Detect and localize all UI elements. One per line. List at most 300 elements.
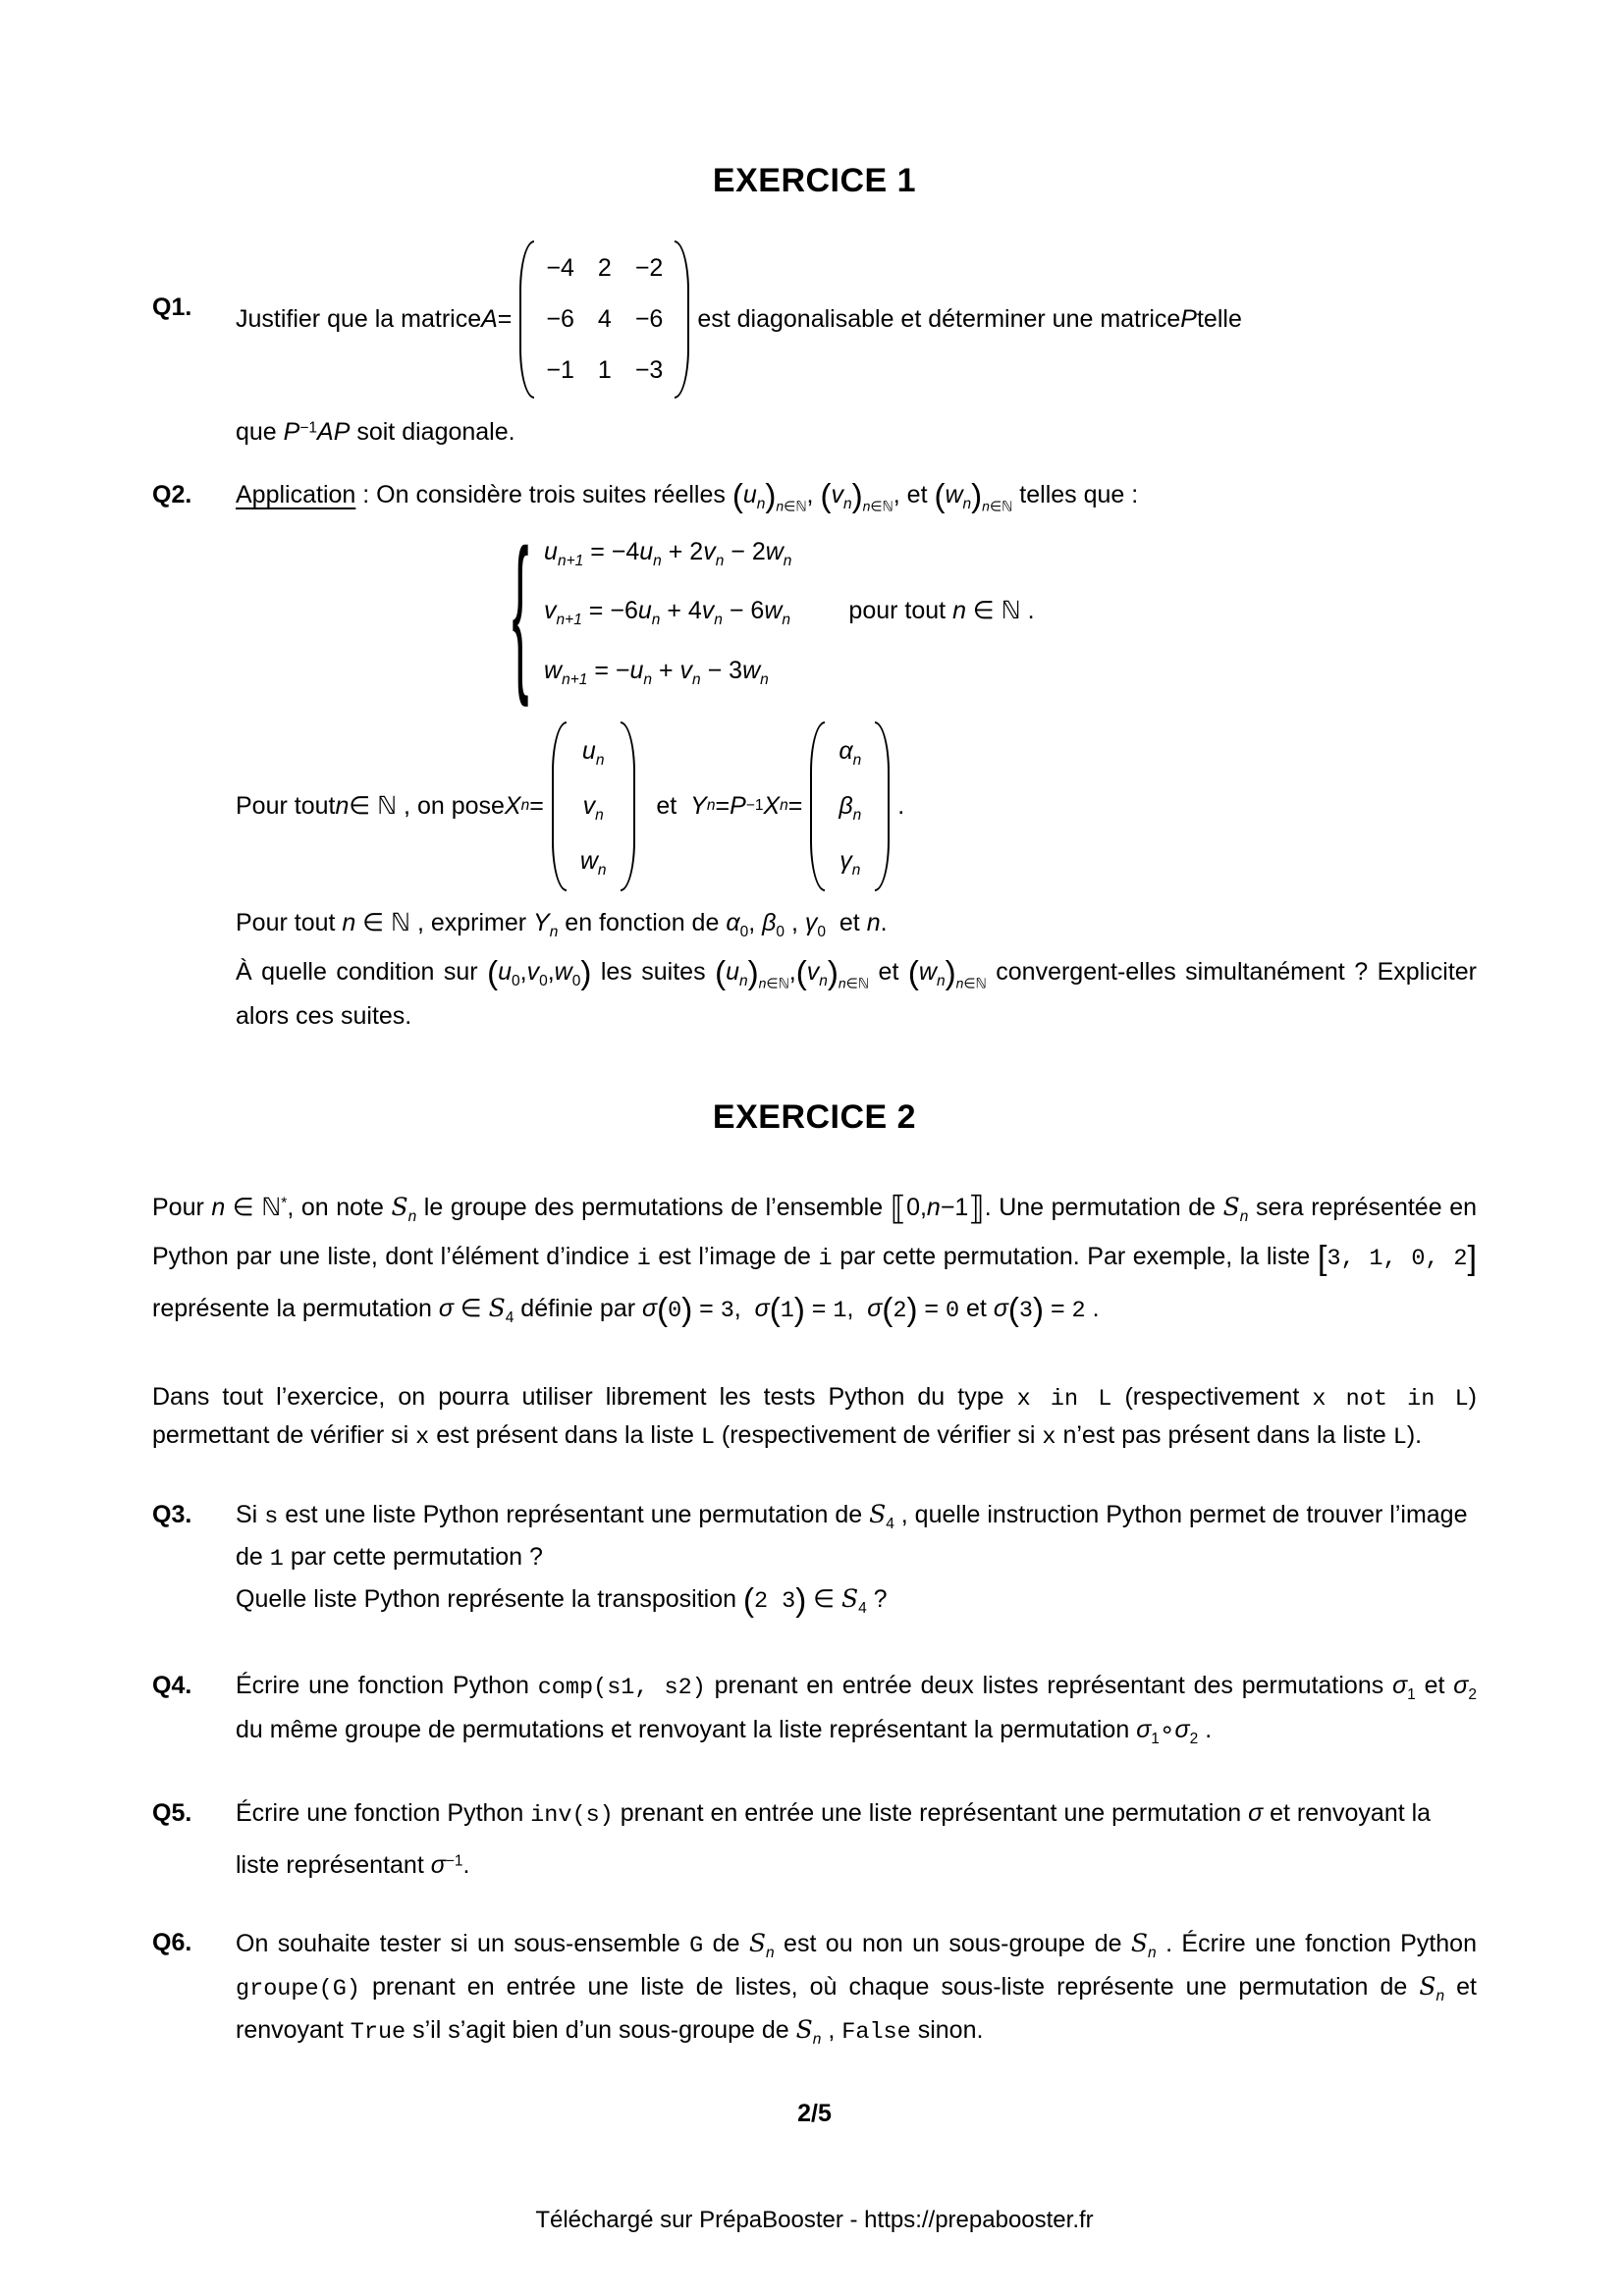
in-symbol: ∈ bbox=[225, 1193, 262, 1221]
bracket-right: ] bbox=[1467, 1239, 1478, 1277]
var-v: v bbox=[831, 480, 843, 508]
sub-1: 1 bbox=[1407, 1685, 1416, 1703]
value: 1 bbox=[833, 1297, 847, 1324]
lhs-var: v bbox=[544, 597, 557, 625]
sub-n-in-N: n∈ℕ bbox=[955, 975, 987, 991]
sub-4: 4 bbox=[886, 1515, 894, 1532]
q1-text-telle: telle bbox=[1196, 305, 1242, 334]
seq-un bbox=[715, 953, 789, 991]
sub-1: 1 bbox=[1151, 1730, 1160, 1747]
paren: ) bbox=[681, 1290, 693, 1327]
period: . bbox=[1198, 1715, 1213, 1743]
sub-n: n bbox=[653, 552, 662, 569]
sub-n: n bbox=[842, 495, 852, 512]
text: n’est pas présent dans la liste bbox=[1056, 1420, 1393, 1449]
code-groupe: groupe(G) bbox=[236, 1975, 360, 2002]
paren: ( bbox=[487, 953, 499, 990]
var-w: w bbox=[579, 847, 598, 876]
paren: ) bbox=[827, 953, 839, 990]
var-sigma: σ bbox=[1248, 1798, 1264, 1827]
equals-sign: = bbox=[587, 656, 616, 684]
sub-n-plus-1: n+1 bbox=[556, 612, 582, 629]
equals-sign: = bbox=[917, 1294, 946, 1322]
var-X: X bbox=[504, 792, 521, 821]
script-S: S bbox=[1222, 1192, 1240, 1221]
matrix-cell: 1 bbox=[597, 356, 612, 385]
value: 3 bbox=[720, 1297, 734, 1324]
coef: + 4 bbox=[660, 597, 702, 625]
sub-n-in-N: n∈ℕ bbox=[862, 498, 893, 514]
question-q1 bbox=[152, 240, 1477, 450]
sub-n: n bbox=[936, 972, 946, 989]
vector-paren-left bbox=[552, 721, 567, 891]
triple-u0v0w0 bbox=[487, 953, 592, 990]
separator: et bbox=[959, 1294, 994, 1322]
equals-sign: = bbox=[787, 792, 803, 821]
sub-n: n bbox=[1239, 1207, 1249, 1225]
vector-cell bbox=[583, 788, 604, 824]
q2-text: : On considère trois suites réelles bbox=[355, 480, 732, 508]
q2-telles-que: telles que : bbox=[1012, 480, 1139, 508]
var-sigma: σ bbox=[438, 1294, 454, 1322]
in-symbol: ∈ bbox=[453, 1294, 489, 1322]
text: Pour tout bbox=[236, 792, 336, 821]
sub-n-in-N: n∈ℕ bbox=[758, 975, 789, 991]
q6-label: Q6. bbox=[152, 1928, 192, 1956]
value: 0 bbox=[945, 1297, 960, 1324]
text-et: et bbox=[869, 957, 908, 986]
vector-Xn bbox=[552, 721, 635, 891]
recurrence-system bbox=[511, 513, 1477, 709]
var-u: u bbox=[639, 538, 654, 566]
text-et: et bbox=[1415, 1671, 1454, 1699]
text: s’il s’agit bien d’un sous-groupe de bbox=[406, 2015, 796, 2044]
sub-0: 0 bbox=[539, 972, 548, 989]
var-n: n bbox=[926, 1193, 941, 1221]
sigma-2 bbox=[1453, 1671, 1477, 1703]
coef: + bbox=[652, 656, 680, 684]
text: les suites bbox=[591, 957, 716, 986]
text: À quelle condition sur bbox=[236, 957, 488, 986]
sub-n-plus-1: n+1 bbox=[557, 552, 584, 569]
arg: 0 bbox=[668, 1297, 682, 1324]
equals-sign: = bbox=[583, 538, 612, 566]
question-mark: ? bbox=[866, 1584, 888, 1613]
code-s: s bbox=[264, 1503, 279, 1530]
sub-0: 0 bbox=[571, 972, 581, 989]
text: du même groupe de permutations et renvoyant la liste représentant la permutation bbox=[236, 1715, 1137, 1743]
separator: , et bbox=[893, 480, 935, 508]
coef: − 6 bbox=[722, 597, 765, 625]
text: Si bbox=[236, 1500, 265, 1528]
var-beta: β bbox=[762, 908, 777, 936]
sub-0: 0 bbox=[512, 972, 520, 989]
sub-n: n bbox=[595, 806, 604, 824]
sub-n: n bbox=[812, 2030, 822, 2048]
exercise-2-title: EXERCICE 2 bbox=[712, 1097, 917, 1136]
transposition-values: 2 3 bbox=[753, 1587, 796, 1615]
q1-diagonale: soit diagonale. bbox=[350, 417, 515, 446]
paren: ( bbox=[907, 953, 919, 990]
paren: ) bbox=[795, 1580, 807, 1618]
text-et: et bbox=[826, 908, 867, 936]
q3-paragraph-1 bbox=[236, 1495, 1477, 1579]
separator: , bbox=[733, 1294, 755, 1322]
paren: ( bbox=[795, 953, 807, 990]
seq-vn bbox=[820, 476, 893, 514]
q5-paragraph bbox=[236, 1789, 1477, 1890]
text: Pour bbox=[152, 1193, 212, 1221]
sub-0: 0 bbox=[776, 923, 785, 940]
var-Y: Y bbox=[690, 792, 707, 821]
var-w: w bbox=[554, 957, 572, 986]
equals-sign: = bbox=[692, 1294, 721, 1322]
sub-n: n bbox=[597, 862, 607, 880]
paren: ) bbox=[580, 953, 592, 990]
sub-0: 0 bbox=[817, 923, 826, 940]
text: ∈ ℕ , exprimer bbox=[355, 908, 534, 936]
separator: , bbox=[748, 908, 763, 936]
period: . bbox=[462, 1850, 470, 1879]
matrix-A bbox=[519, 240, 689, 399]
code-x-in-L: x in L bbox=[1016, 1385, 1112, 1413]
double-struck-N: ℕ bbox=[261, 1193, 282, 1221]
vector-paren-left bbox=[810, 721, 825, 891]
lhs-var: u bbox=[544, 538, 558, 566]
sub-n: n bbox=[756, 495, 766, 512]
var-sigma: σ bbox=[754, 1294, 770, 1322]
pour-tout-side bbox=[848, 593, 1034, 628]
value: 2 bbox=[1071, 1297, 1086, 1324]
text: Écrire une fonction Python bbox=[236, 1671, 538, 1699]
comma: , bbox=[519, 957, 527, 986]
vector-column bbox=[825, 721, 875, 891]
var-n: n bbox=[342, 908, 356, 936]
text: prenant en entrée une liste de listes, où chaque sous-liste représente une permutation de bbox=[359, 1972, 1420, 2001]
var-n: n bbox=[866, 908, 881, 936]
text: (respectivement de vérifier si bbox=[714, 1420, 1043, 1449]
coef: − 3 bbox=[700, 656, 743, 684]
text: , bbox=[821, 2015, 842, 2044]
sub-n: n bbox=[852, 751, 862, 769]
paren: ( bbox=[657, 1290, 669, 1327]
application-underlined: Application bbox=[236, 480, 356, 508]
paren: ) bbox=[851, 476, 863, 513]
text: définie par bbox=[514, 1294, 642, 1322]
sub-n: n bbox=[643, 670, 653, 688]
footer-credit: Téléchargé sur PrépaBooster - https://prepabooster.fr bbox=[535, 2206, 1094, 2233]
matrix-cell: −3 bbox=[634, 356, 664, 385]
text: Pour tout bbox=[236, 908, 343, 936]
sub-n: n bbox=[1148, 1944, 1157, 1961]
sigma-map bbox=[754, 1290, 847, 1327]
exercise-1-title: EXERCICE 1 bbox=[712, 162, 917, 199]
sub-n: n bbox=[692, 670, 701, 688]
sub-n: n bbox=[962, 495, 972, 512]
code-inv: inv(s) bbox=[530, 1801, 614, 1829]
paren: ( bbox=[882, 1290, 893, 1327]
q5-label: Q5. bbox=[152, 1798, 192, 1827]
sub-n-plus-1: n+1 bbox=[562, 670, 588, 688]
paren: ) bbox=[747, 953, 759, 990]
paren: ) bbox=[765, 476, 777, 513]
q4-label: Q4. bbox=[152, 1671, 192, 1699]
double-bracket-right: ⟧ bbox=[968, 1189, 985, 1226]
q4-paragraph bbox=[236, 1665, 1477, 1751]
paren: ( bbox=[769, 1290, 781, 1327]
list-values: 3, 1, 0, 2 bbox=[1326, 1245, 1468, 1272]
text: est ou non un sous-groupe de bbox=[774, 1929, 1131, 1957]
q1-text-pre: Justifier que la matrice bbox=[236, 305, 482, 334]
var-sigma: σ bbox=[1453, 1671, 1469, 1699]
inverse-exponent: −1 bbox=[445, 1851, 463, 1869]
var-v: v bbox=[526, 957, 540, 986]
sub-n-in-N: n∈ℕ bbox=[982, 498, 1013, 514]
var-sigma: σ bbox=[1392, 1671, 1408, 1699]
text: de bbox=[703, 1929, 749, 1957]
var-v: v bbox=[703, 538, 716, 566]
double-bracket-left: ⟦ bbox=[890, 1189, 907, 1226]
sigma-1 bbox=[1392, 1671, 1416, 1703]
var-alpha: α bbox=[726, 908, 740, 936]
star-exponent: * bbox=[281, 1194, 288, 1211]
sub-n: n bbox=[819, 972, 828, 989]
text: On souhaite tester si un sous-ensemble bbox=[236, 1929, 690, 1957]
vector-cell bbox=[582, 733, 605, 769]
equals-sign: = bbox=[497, 305, 513, 334]
q1-line2 bbox=[236, 414, 1477, 450]
text: , on note bbox=[287, 1193, 392, 1221]
var-Y: Y bbox=[533, 908, 550, 936]
sigma-map bbox=[993, 1290, 1086, 1327]
sigma-inverse bbox=[431, 1851, 463, 1879]
equals-sign: = bbox=[529, 792, 544, 821]
script-S: S bbox=[1130, 1928, 1149, 1957]
sub-n: n bbox=[852, 806, 862, 824]
comma: , bbox=[547, 957, 555, 986]
var-n: n bbox=[335, 792, 350, 821]
script-S-n bbox=[795, 2014, 822, 2048]
vector-cell bbox=[839, 733, 861, 769]
paren: ) bbox=[945, 953, 956, 990]
equals-sign: = bbox=[715, 792, 731, 821]
interval-minus-1: −1 bbox=[940, 1193, 969, 1221]
pose-line: Pour tout n ∈ ℕ , on pose X n = $u_n$ $v_n$ $w_n$ et Y n = P −1 X n = $\alpha_n$ $\beta_n$ $\gamma_n$ . bbox=[236, 721, 1477, 891]
text: est présent dans la liste bbox=[429, 1420, 701, 1449]
equation-u bbox=[544, 534, 791, 569]
text: prenant en entrée une liste représentant une permutation bbox=[613, 1798, 1249, 1827]
var-P: P bbox=[1180, 305, 1197, 334]
script-S: S bbox=[748, 1928, 767, 1957]
separator: . bbox=[1085, 1294, 1100, 1322]
var-n: n bbox=[952, 597, 966, 625]
var-n: n bbox=[211, 1193, 226, 1221]
vector-paren-right bbox=[621, 721, 635, 891]
sub-n: n bbox=[782, 612, 791, 629]
text: Écrire une fonction Python bbox=[236, 1798, 531, 1827]
sub-n: n bbox=[760, 670, 769, 688]
script-S: S bbox=[840, 1583, 859, 1613]
text: convergent-elles simultanément ? Expliciter alors ces suites. bbox=[236, 957, 1478, 1030]
separator: , bbox=[785, 908, 805, 936]
paren: ( bbox=[934, 476, 946, 513]
sub-n: n bbox=[549, 923, 559, 940]
transposition bbox=[742, 1580, 867, 1618]
matrix-cell: −6 bbox=[546, 305, 574, 334]
lhs-var: w bbox=[544, 656, 563, 684]
sub-4: 4 bbox=[505, 1308, 514, 1326]
var-P: P bbox=[730, 792, 746, 821]
code-i: i bbox=[636, 1245, 651, 1272]
equals-sign: = bbox=[1044, 1294, 1072, 1322]
var-X: X bbox=[763, 792, 781, 821]
code-x-not-in-L: x not in L bbox=[1312, 1385, 1469, 1413]
question-q5 bbox=[152, 1789, 1477, 1890]
matrix-cell: −6 bbox=[634, 305, 664, 334]
var-sigma: σ bbox=[1136, 1715, 1152, 1743]
text: , quelle instruction Python permet de trouver l’image de bbox=[236, 1500, 1468, 1571]
script-S: S bbox=[488, 1293, 506, 1322]
coef: + 2 bbox=[661, 538, 704, 566]
coef: −4 bbox=[611, 538, 640, 566]
inverse-exponent: −1 bbox=[299, 418, 318, 436]
integer-interval bbox=[890, 1189, 985, 1226]
script-S: S bbox=[795, 2014, 813, 2044]
code-1: 1 bbox=[269, 1545, 284, 1573]
sub-n-in-N: n∈ℕ bbox=[776, 498, 807, 514]
vector-cell bbox=[580, 843, 607, 879]
sub-n: n bbox=[651, 612, 661, 629]
matrix-paren-right bbox=[675, 240, 689, 399]
python-list bbox=[1317, 1239, 1478, 1277]
q1-line1 bbox=[236, 240, 1477, 399]
var-w: w bbox=[765, 538, 784, 566]
sub-n: n bbox=[738, 972, 748, 989]
text: sera représentée en Python par une liste, dont l’élément d’indice bbox=[152, 1193, 1478, 1270]
q6-paragraph bbox=[236, 1923, 1477, 2053]
var-sigma: σ bbox=[1174, 1715, 1190, 1743]
script-S: S bbox=[1419, 1971, 1436, 2001]
text: ). bbox=[1406, 1420, 1423, 1449]
text: ∈ ℕ , on pose bbox=[349, 792, 505, 821]
text: sinon. bbox=[910, 2015, 984, 2044]
text: . Écrire une fonction Python bbox=[1156, 1929, 1477, 1957]
script-S-n bbox=[1130, 1928, 1157, 1961]
vector-cell bbox=[839, 843, 860, 879]
text: Quelle liste Python représente la transposition bbox=[236, 1584, 743, 1613]
bracket-left: [ bbox=[1317, 1239, 1327, 1277]
text: et renvoyant la liste représentant bbox=[236, 1798, 1432, 1879]
text: est une liste Python représentant une permutation de bbox=[278, 1500, 870, 1528]
sub-4: 4 bbox=[858, 1599, 867, 1617]
sigma-map bbox=[642, 1290, 734, 1327]
var-beta: β bbox=[839, 792, 853, 821]
paren: ) bbox=[793, 1290, 805, 1327]
in-N: ∈ ℕ . bbox=[965, 597, 1035, 625]
var-u: u bbox=[629, 656, 644, 684]
var-sigma: σ bbox=[642, 1294, 658, 1322]
script-S-4 bbox=[869, 1499, 894, 1532]
coef: − bbox=[615, 656, 630, 684]
script-S-n bbox=[391, 1192, 417, 1225]
code-x: x bbox=[1042, 1423, 1056, 1451]
text: ) permettant de vérifier si bbox=[152, 1382, 1477, 1449]
var-u: u bbox=[726, 957, 739, 986]
arg: 2 bbox=[893, 1297, 907, 1324]
text: et renvoyant bbox=[236, 1972, 1477, 2044]
condition-paragraph bbox=[236, 950, 1477, 1039]
sigma-map bbox=[867, 1290, 960, 1327]
arg: 1 bbox=[780, 1297, 794, 1324]
sub-n: n bbox=[766, 1944, 775, 1961]
var-v: v bbox=[701, 597, 715, 625]
seq-vn bbox=[795, 953, 870, 991]
equals-sign: = bbox=[804, 1294, 834, 1322]
var-u: u bbox=[742, 480, 757, 508]
coef: −6 bbox=[610, 597, 638, 625]
matrix-grid bbox=[534, 240, 675, 399]
code-G: G bbox=[689, 1932, 704, 1959]
var-sigma: σ bbox=[993, 1294, 1008, 1322]
paren: ( bbox=[715, 953, 727, 990]
var-u: u bbox=[498, 957, 513, 986]
code-false: False bbox=[841, 2018, 911, 2046]
var-w: w bbox=[945, 480, 963, 508]
question-q6 bbox=[152, 1923, 1477, 2053]
text: représente la permutation bbox=[152, 1294, 439, 1322]
code-true: True bbox=[350, 2018, 406, 2046]
sub-n: n bbox=[1435, 1987, 1445, 2004]
code-comp: comp(s1, s2) bbox=[537, 1674, 706, 1701]
paren: ) bbox=[1033, 1290, 1045, 1327]
period: . bbox=[897, 792, 905, 821]
set-N-star bbox=[261, 1194, 287, 1221]
equation-v bbox=[544, 593, 791, 628]
in-symbol: ∈ bbox=[806, 1584, 841, 1613]
var-gamma: γ bbox=[839, 847, 852, 876]
vector-column bbox=[567, 721, 621, 891]
vector-Yn bbox=[810, 721, 890, 891]
arg: 3 bbox=[1018, 1297, 1034, 1324]
question-q4 bbox=[152, 1665, 1477, 1751]
sub-0: 0 bbox=[739, 923, 749, 940]
code-L: L bbox=[700, 1423, 715, 1451]
vector-paren-right bbox=[875, 721, 890, 891]
text-et: et bbox=[642, 792, 691, 821]
script-S-n bbox=[748, 1928, 775, 1961]
var-u: u bbox=[637, 597, 652, 625]
var-w: w bbox=[918, 957, 937, 986]
var-v: v bbox=[806, 957, 820, 986]
sigma-in-S4 bbox=[438, 1293, 514, 1326]
ex2-intro-paragraph bbox=[152, 1183, 1477, 1336]
var-sigma: σ bbox=[867, 1294, 883, 1322]
q3-label: Q3. bbox=[152, 1500, 192, 1528]
system-equations bbox=[544, 534, 791, 688]
sub-n: n bbox=[851, 862, 861, 880]
script-S: S bbox=[391, 1192, 408, 1221]
var-sigma: σ bbox=[430, 1850, 446, 1879]
seq-wn bbox=[907, 953, 987, 991]
code-i: i bbox=[818, 1245, 833, 1272]
sub-n: n bbox=[595, 751, 605, 769]
matrix-cell: 2 bbox=[597, 253, 612, 282]
q3-paragraph-2 bbox=[236, 1579, 1477, 1622]
page-number: 2/5 bbox=[797, 2099, 832, 2127]
var-w: w bbox=[764, 597, 783, 625]
composition-symbol: ∘ bbox=[1159, 1715, 1175, 1743]
matrix-cell: −1 bbox=[546, 356, 574, 385]
